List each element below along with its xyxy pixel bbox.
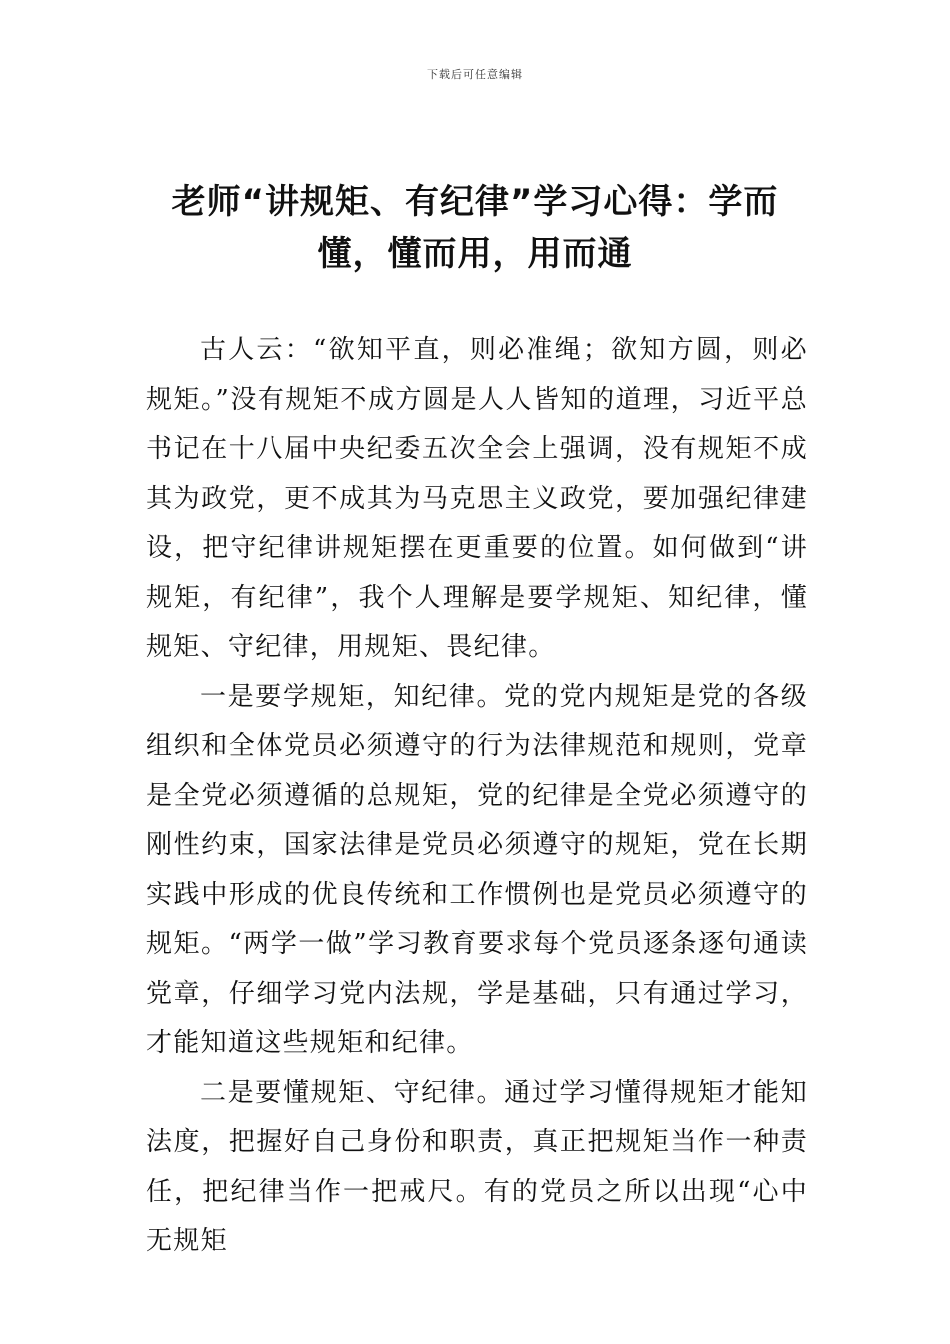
document-title: 老师“讲规矩、有纪律”学习心得：学而懂，懂而用，用而通 (171, 182, 779, 274)
header-note: 下载后可任意编辑 (427, 68, 523, 81)
document-body (146, 326, 808, 1267)
paragraph-intro: 古人云：“欲知平直，则必准绳；欲知方圆，则必规矩。”没有规矩不成方圆是人人皆知的道理，习近平总书记在十八届中央纪委五次全会上强调，没有规矩不成其为政党，更不成其为马克思主义政党，要加强纪律建设，把守纪律讲规矩摆在更重要的位置。如何做到“讲规矩，有纪律”，我个人理解是要学规矩、知纪律，懂规矩、守纪律，用规矩、畏纪律。 (146, 335, 808, 662)
paragraph-point-one: 一是要学规矩，知纪律。党的党内规矩是党的各级组织和全体党员必须遵守的行为法律规范和规则，党章是全党必须遵循的总规矩，党的纪律是全党必须遵守的刚性约束，国家法律是党员必须遵守的规矩，党在长期实践中形成的优良传统和工作惯例也是党员必须遵守的规矩。“两学一做”学习教育要求每个党员逐条逐句通读党章，仔细学习党内法规，学是基础，只有通过学习，才能知道这些规矩和纪律。 (146, 681, 808, 1058)
paragraph-point-two: 二是要懂规矩、守纪律。通过学习懂得规矩才能知法度，把握好自己身份和职责，真正把规矩当作一种责任，把纪律当作一把戒尺。有的党员之所以出现“心中无规矩 (146, 1077, 808, 1256)
